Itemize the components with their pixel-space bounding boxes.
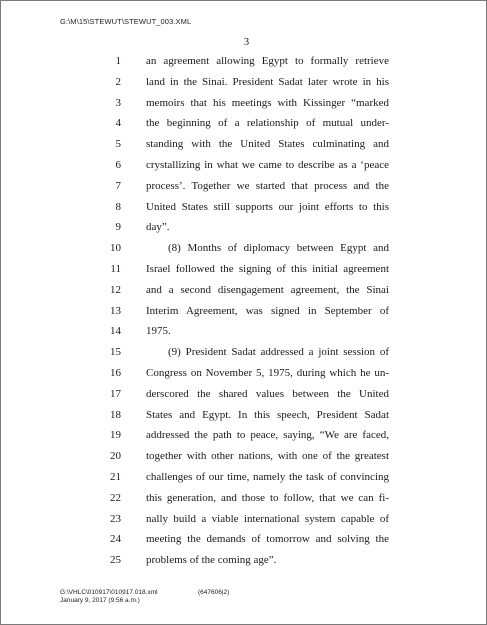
- line-number: 14: [110, 325, 121, 338]
- line-text: together with other nations, with one of the greatest: [146, 450, 389, 463]
- line-number: 6: [115, 158, 121, 171]
- line-number: 13: [110, 304, 121, 317]
- line-number: 25: [110, 554, 121, 567]
- document-line: [1, 467, 486, 488]
- document-line: [1, 176, 486, 197]
- line-number: 8: [115, 200, 121, 213]
- line-text: 1975.: [146, 325, 171, 338]
- line-text: process’. Together we started that process and the: [146, 179, 389, 192]
- line-number: 10: [110, 242, 121, 255]
- document-line: [1, 155, 486, 176]
- line-text: derscored the shared values between the United: [146, 387, 389, 400]
- footer-doc-id: (647606|2): [198, 589, 230, 596]
- line-text: Interim Agreement, was signed in September of: [146, 304, 389, 317]
- header-file-path: G:\M\15\STEWUT\STEWUT_003.XML: [60, 17, 192, 26]
- line-text: challenges of our time, namely the task of convincing: [146, 470, 389, 483]
- line-text: crystallizing in what we came to describe as a ‘peace: [146, 158, 389, 171]
- document-line: [1, 509, 486, 530]
- line-text: meeting the demands of tomorrow and solving the: [146, 533, 389, 546]
- line-number: 22: [110, 491, 121, 504]
- line-text: Congress on November 5, 1975, during which he un-: [146, 366, 389, 379]
- line-number: 21: [110, 470, 121, 483]
- line-text: United States still supports our joint efforts to this: [146, 200, 389, 213]
- footer: [60, 589, 230, 605]
- page-number: 3: [243, 37, 250, 48]
- line-text: day”.: [146, 221, 170, 234]
- footer-file-path: G:\VHLC\010917\010917.018.xml: [60, 589, 158, 596]
- document-line: [1, 51, 486, 72]
- line-number: 16: [110, 366, 121, 379]
- line-text: nally build a viable international system capable of: [146, 512, 389, 525]
- line-number: 17: [110, 387, 121, 400]
- line-text: land in the Sinai. President Sadat later wrote in his: [146, 75, 389, 88]
- document-line: [1, 405, 486, 426]
- footer-timestamp: January 9, 2017 (9:56 a.m.): [60, 597, 140, 604]
- line-number: 18: [110, 408, 121, 421]
- line-number: 7: [115, 179, 121, 192]
- line-text: standing with the United States culminating and: [146, 138, 389, 151]
- line-number: 19: [110, 429, 121, 442]
- line-text: (8) Months of diplomacy between Egypt and: [168, 242, 389, 255]
- line-text: Israel followed the signing of this initial agreement: [146, 262, 389, 275]
- document-line: [1, 529, 486, 550]
- document-line: [1, 280, 486, 301]
- document-line: [1, 134, 486, 155]
- line-text: the beginning of a relationship of mutual under-: [146, 117, 389, 130]
- line-text: problems of the coming age”.: [146, 554, 277, 567]
- document-line: [1, 446, 486, 467]
- line-number: 5: [115, 138, 121, 151]
- line-text: addressed the path to peace, saying, “We are faced,: [146, 429, 389, 442]
- document-line: [1, 113, 486, 134]
- document-line: [1, 197, 486, 218]
- line-number: 3: [115, 96, 121, 109]
- document-line: [1, 488, 486, 509]
- line-text: States and Egypt. In this speech, President Sadat: [146, 408, 389, 421]
- line-text: this generation, and those to follow, that we can fi-: [146, 491, 389, 504]
- line-number: 12: [110, 283, 121, 296]
- line-number: 15: [110, 346, 121, 359]
- document-line: [1, 301, 486, 322]
- document-line: [1, 384, 486, 405]
- document-line: [1, 321, 486, 342]
- numbered-lines: [1, 51, 486, 571]
- document-line: [1, 72, 486, 93]
- line-text: an agreement allowing Egypt to formally retrieve: [146, 55, 389, 67]
- line-number: 2: [115, 75, 121, 88]
- document-line: [1, 238, 486, 259]
- line-number: 20: [110, 450, 121, 463]
- line-number: 23: [110, 512, 121, 525]
- document-line: [1, 217, 486, 238]
- document-line: [1, 93, 486, 114]
- document-line: [1, 425, 486, 446]
- line-number: 9: [115, 221, 121, 234]
- document-line: [1, 259, 486, 280]
- line-number: 11: [110, 262, 121, 275]
- line-text: memoirs that his meetings with Kissinger “marked: [146, 96, 389, 109]
- line-number: 24: [110, 533, 121, 546]
- line-text: (9) President Sadat addressed a joint session of: [168, 346, 389, 359]
- document-line: [1, 363, 486, 384]
- line-number: 4: [115, 117, 121, 130]
- line-number: 1: [115, 55, 121, 67]
- line-text: and a second disengagement agreement, the Sinai: [146, 283, 389, 296]
- document-line: [1, 550, 486, 571]
- document-line: [1, 342, 486, 363]
